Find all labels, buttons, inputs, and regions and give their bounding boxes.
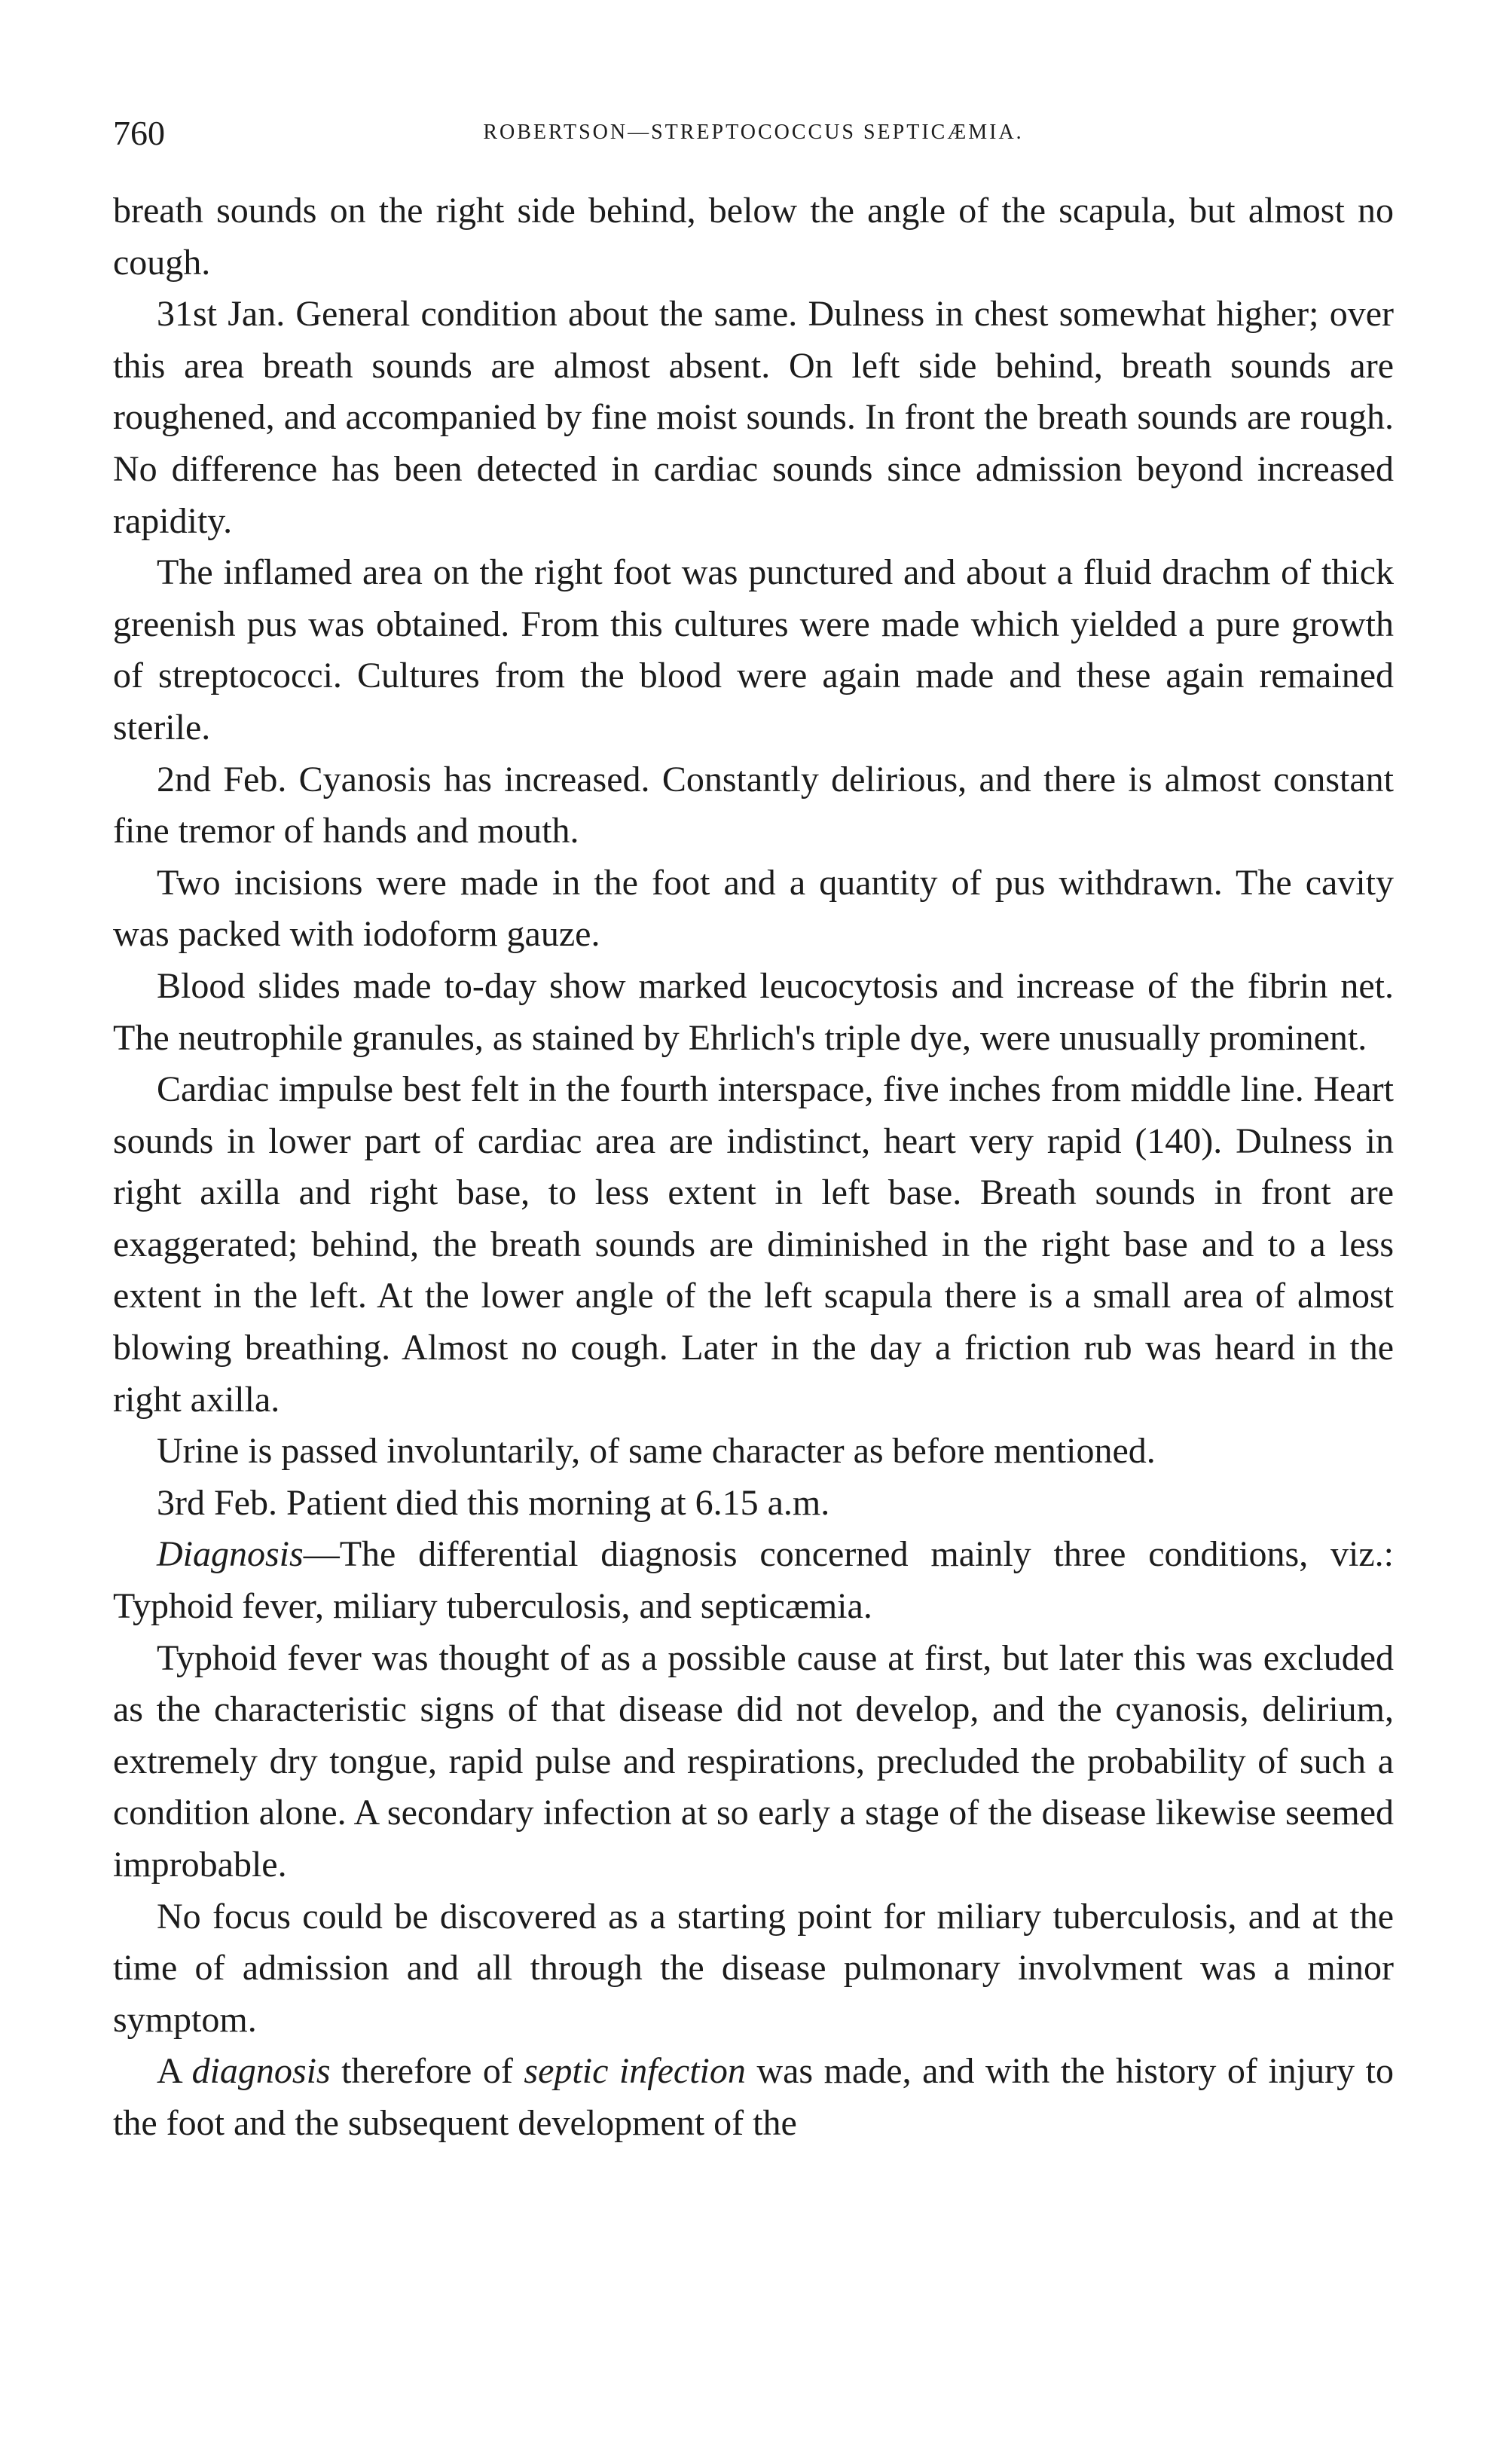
paragraph-miliary: No focus could be discovered as a starting point for miliary tuberculosis, and at the time of admission and all through the disease pulmonary involvment was a minor symptom. <box>113 1896 1394 2040</box>
paragraph-diagnosis <box>113 1529 1394 1632</box>
diagnosis-text: —The differential diagnosis concerned mainly three conditions, viz.: Typhoid fever, miliary tuberculosis, and septicæmia. <box>113 1534 1394 1627</box>
paragraph-incisions: Two incisions were made in the foot and a quantity of pus withdrawn. The cavity was packed with iodoform gauze. <box>113 862 1394 955</box>
paragraph-septic-diagnosis <box>113 2046 1394 2149</box>
paragraph-blood-slides: Blood slides made to-day show marked leucocytosis and increase of the fibrin net. The neutrophile granules, as stained by Ehrlich's triple dye, were unusually prominent. <box>113 965 1394 1058</box>
septic-text-1: A <box>157 2051 192 2092</box>
page <box>113 113 1394 2150</box>
paragraph-cardiac-impulse: Cardiac impulse best felt in the fourth interspace, five inches from middle line. Heart sounds in lower part of cardiac area are indistinct, heart very rapid (140). Dulness in right axilla and right base, to less extent in left base. Breath sounds in front are exaggerated; behind, the breath sounds are diminished in the right base and to a less extent in the left. At the lower angle of the left scapula there is a small area of almost blowing breathing. Almost no cough. Later in the day a friction rub was heard in the right axilla. <box>113 1069 1394 1420</box>
septic-italic-diagnosis: diagnosis <box>191 2051 331 2092</box>
paragraph-jan-31: 31st Jan. General condition about the same. Dulness in chest somewhat higher; over this area breath sounds are almost absent. On left side behind, breath sounds are roughened, and accompanied by fine moist sounds. In front the breath sounds are rough. No difference has been detected in cardiac sounds since admission beyond increased rapidity. <box>113 294 1394 541</box>
paragraph-urine: Urine is passed involuntarily, of same character as before mentioned. <box>157 1431 1156 1472</box>
paragraph-inflamed-foot: The inflamed area on the right foot was punctured and about a fluid drachm of thick greenish pus was obtained. From this cultures were made which yielded a pure growth of streptococci. Cultures from the blood were again made and these again remained sterile. <box>113 552 1394 747</box>
paragraph-typhoid: Typhoid fever was thought of as a possible cause at first, but later this was excluded as the characteristic signs of that disease did not develop, and the cyanosis, delirium, extremely dry tongue, rapid pulse and respirations, precluded the probability of such a condition alone. A secondary infection at so early a stage of the disease likewise seemed improbable. <box>113 1637 1394 1885</box>
body-text <box>113 185 1394 2150</box>
paragraph-feb-3: 3rd Feb. Patient died this morning at 6.15 a.m. <box>157 1482 830 1523</box>
septic-italic-infection: septic infection <box>524 2051 746 2092</box>
running-head <box>113 113 1394 166</box>
diagnosis-heading: Diagnosis <box>157 1534 304 1575</box>
paragraph-feb-2: 2nd Feb. Cyanosis has increased. Constantly delirious, and there is almost constant fine tremor of hands and mouth. <box>113 759 1394 851</box>
page-number: 760 <box>113 114 165 152</box>
septic-text-3: was made, and with the history of injury to the foot and the subsequent development of the <box>113 2051 1394 2143</box>
septic-text-2: therefore of <box>330 2051 524 2092</box>
running-title: ROBERTSON—STREPTOCOCCUS SEPTICÆMIA. <box>483 121 1024 144</box>
paragraph-continuation: breath sounds on the right side behind, below the angle of the scapula, but almost no cough. <box>113 191 1394 283</box>
